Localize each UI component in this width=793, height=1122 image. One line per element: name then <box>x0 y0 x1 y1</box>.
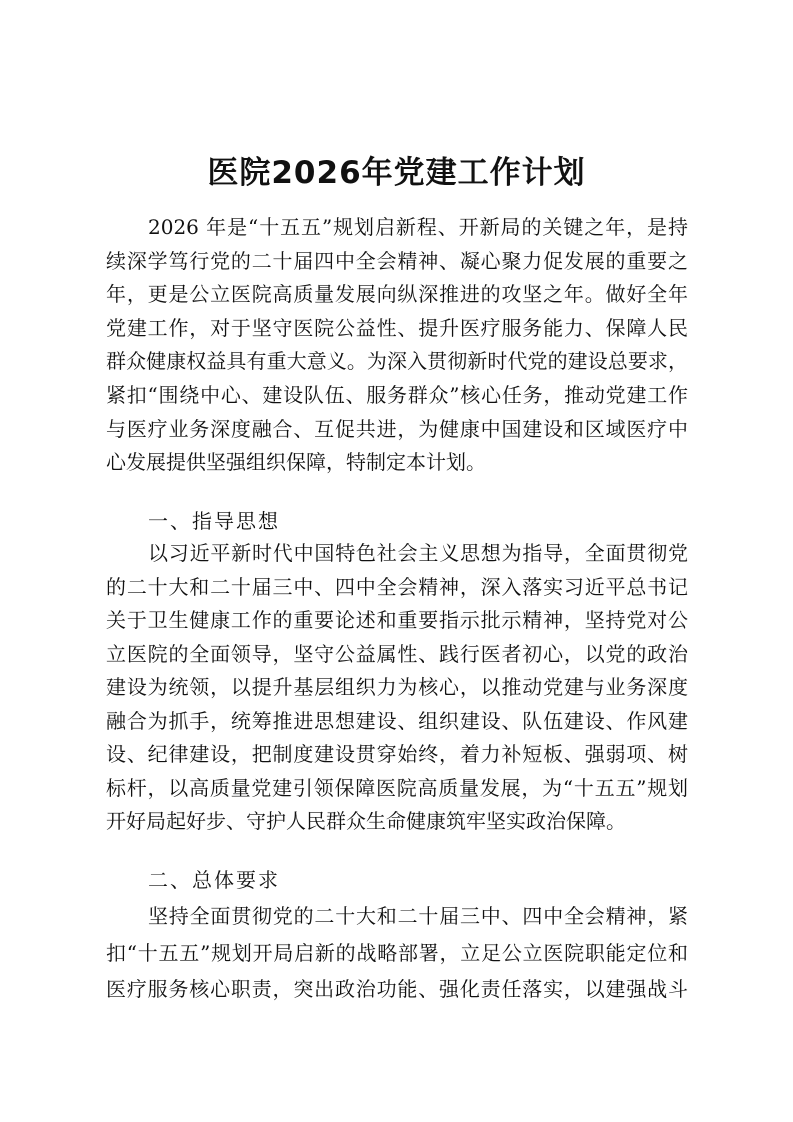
section-heading-general-requirements: 二、总体要求 <box>148 868 280 892</box>
section-heading-guiding-ideology: 一、指导思想 <box>148 509 280 533</box>
text-line: 以习近平新时代中国特色社会主义思想为指导，全面贯彻党 <box>148 541 688 565</box>
text-line: 与医疗业务深度融合、互促共进，为健康中国建设和区域医疗中 <box>106 416 688 441</box>
text-line: 坚持全面贯彻党的二十大和二十届三中、四中全会精神，紧 <box>148 904 688 928</box>
document-title: 医院2026年党建工作计划 <box>207 154 586 191</box>
text-line: 关于卫生健康工作的重要论述和重要指示批示精神，坚持党对公 <box>106 608 688 632</box>
text-line: 开好局起好步、守护人民群众生命健康筑牢坚实政治保障。 <box>106 809 626 833</box>
text-line: 融合为抓手，统筹推进思想建设、组织建设、队伍建设、作风建 <box>106 708 688 733</box>
text-line: 医疗服务核心职责，突出政治功能、强化责任落实，以建强战斗 <box>106 977 688 1001</box>
text-line: 立医院的全面领导，坚守公益属性、践行医者初心，以党的政治 <box>106 641 688 666</box>
text-line: 标杆，以高质量党建引领保障医院高质量发展，为“十五五”规划 <box>106 775 688 800</box>
text-line: 党建工作，对于坚守医院公益性、提升医疗服务能力、保障人民 <box>106 315 688 340</box>
text-line: 群众健康权益具有重大意义。为深入贯彻新时代党的建设总要求， <box>106 349 688 374</box>
text-line: 建设为统领，以提升基层组织力为核心，以推动党建与业务深度 <box>106 675 688 699</box>
text-line: 续深学笃行党的二十届四中全会精神、凝心聚力促发展的重要之 <box>106 248 688 273</box>
general-requirements-paragraph <box>106 898 688 1008</box>
intro-paragraph <box>106 211 688 480</box>
guiding-ideology-paragraph <box>106 537 688 839</box>
text-line: 扣“十五五”规划开局启新的战略部署，立足公立医院职能定位和 <box>106 940 688 965</box>
text-line: 的二十大和二十届三中、四中全会精神，深入落实习近平总书记 <box>106 574 688 599</box>
text-line: 年，更是公立医院高质量发展向纵深推进的攻坚之年。做好全年 <box>106 282 688 307</box>
text-line: 2026 年是“十五五”规划启新程、开新局的关键之年，是持 <box>148 215 688 239</box>
text-line: 设、纪律建设，把制度建设贯穿始终，着力补短板、强弱项、树 <box>106 742 688 766</box>
text-line: 心发展提供坚强组织保障，特制定本计划。 <box>106 450 486 475</box>
text-line: 紧扣“围绕中心、建设队伍、服务群众”核心任务，推动党建工作 <box>106 382 688 407</box>
